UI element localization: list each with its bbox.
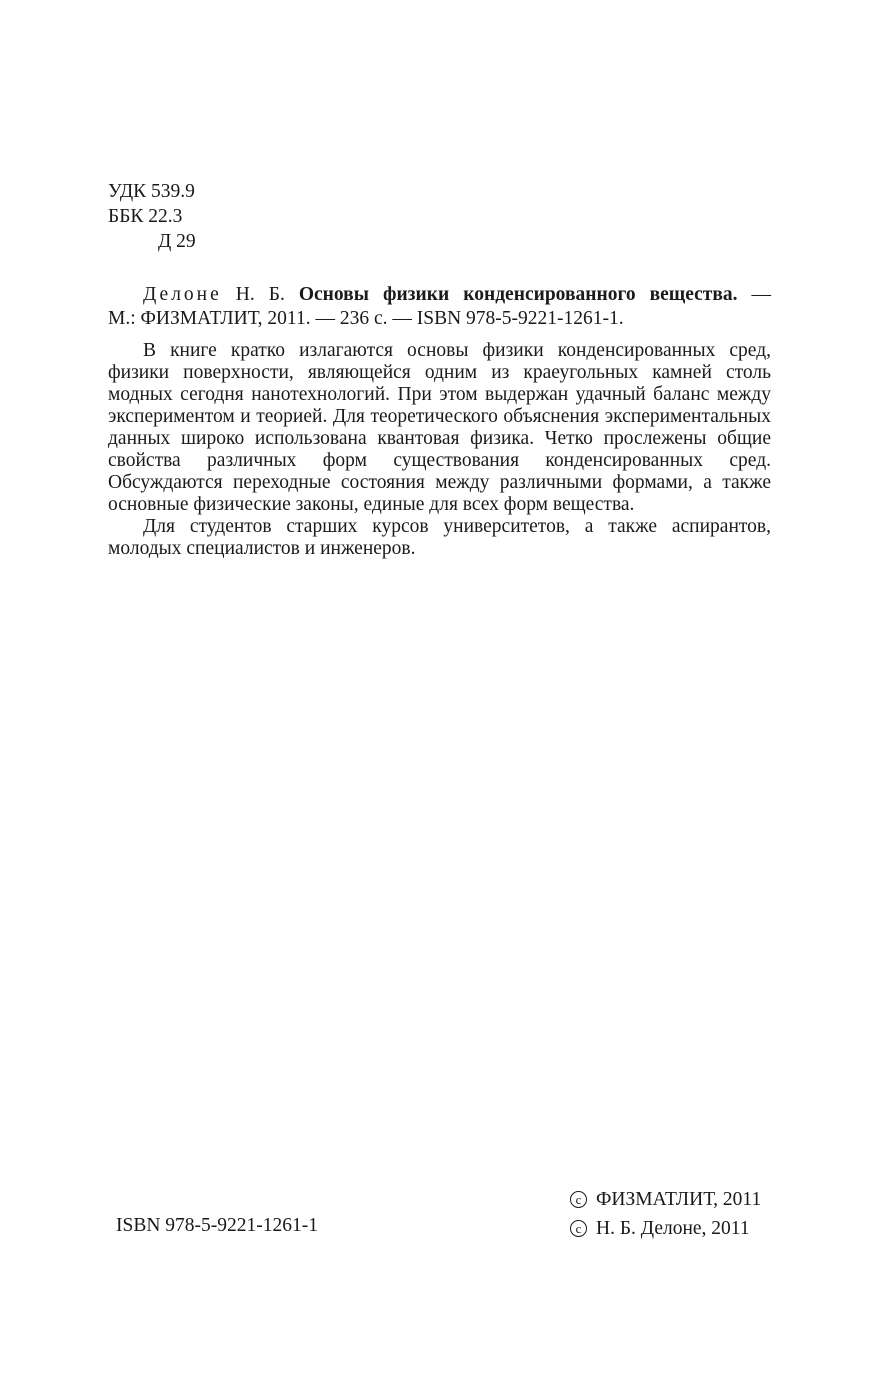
- copyright-icon: c: [570, 1220, 587, 1237]
- bibliographic-record: [108, 283, 771, 331]
- copyright-author: Н. Б. Делоне, 2011: [596, 1218, 750, 1239]
- bbk-code: ББК 22.3: [108, 206, 183, 227]
- copyright-line-author: [570, 1214, 761, 1243]
- isbn: ISBN 978-5-9221-1261-1: [116, 1215, 319, 1236]
- udk-code: УДК 539.9: [108, 181, 195, 202]
- annotation-paragraph-2: Для студентов старших курсов университетов, а также аспирантов, молодых специалистов и инженеров.: [108, 516, 771, 559]
- title-dash: —: [751, 284, 772, 305]
- copyright-block: [570, 1185, 761, 1243]
- author-surname: Делоне: [143, 284, 222, 305]
- annotation-paragraph-1: В книге кратко излагаются основы физики конденсированных сред, физики поверхности, являющейся одним из краеугольных камней столь модных сегодня нанотехнологий. При этом выдержан удачный баланс между экспериментом и теорией. Для теоретического объяснения экспериментальных данных широко использована квантовая физика. Четко прослежены общие свойства различных форм существования конденсированных сред. Обсуждаются переходные состояния между различными формами, а также основные физические законы, единые для всех форм вещества.: [108, 340, 771, 515]
- author-sign: Д 29: [158, 231, 196, 252]
- copyright-icon: c: [570, 1191, 587, 1208]
- copyright-line-publisher: [570, 1185, 761, 1214]
- author-initials: Н. Б.: [235, 284, 285, 305]
- imprint-line: М.: ФИЗМАТЛИТ, 2011. — 236 с. — ISBN 978-5-9221-1261-1.: [108, 308, 624, 329]
- biblio-first-line: [108, 283, 771, 307]
- annotation: [108, 340, 771, 560]
- classification-codes: [108, 179, 196, 254]
- copyright-publisher: ФИЗМАТЛИТ, 2011: [596, 1189, 762, 1210]
- book-title: Основы физики конденсированного вещества.: [298, 284, 738, 305]
